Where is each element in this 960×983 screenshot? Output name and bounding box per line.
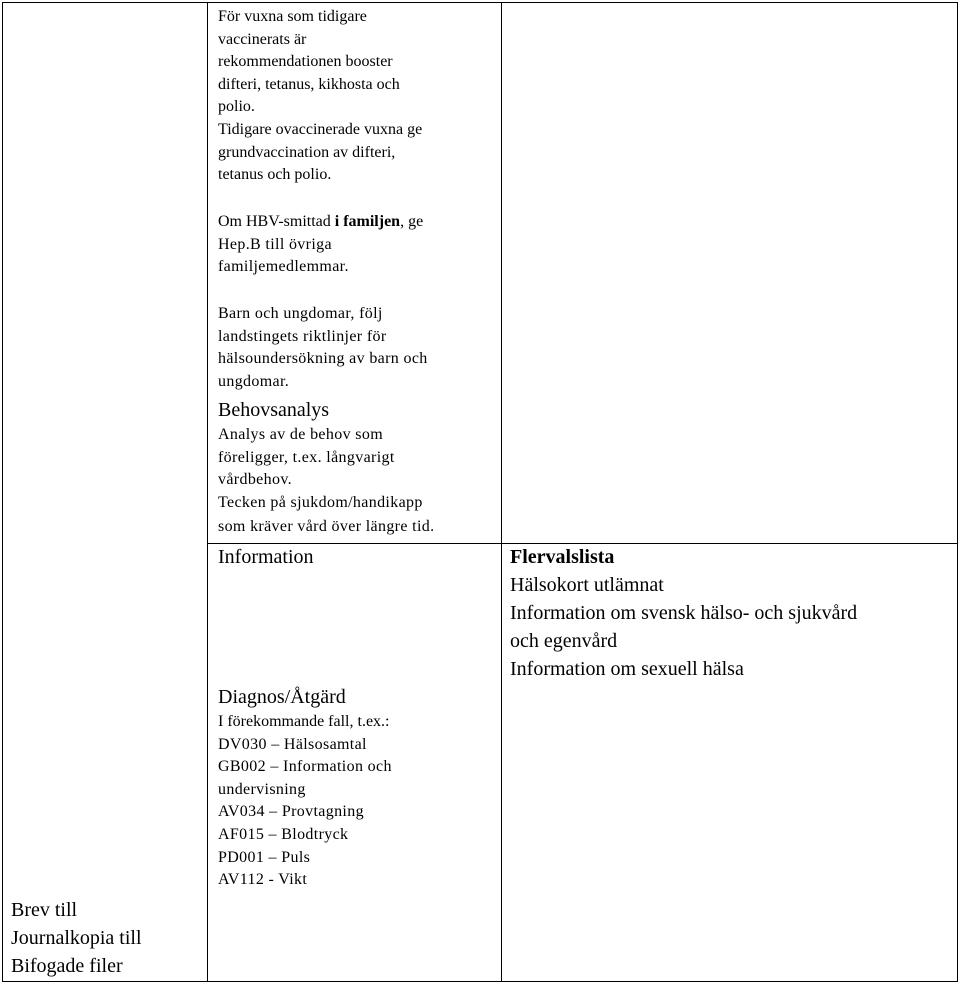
table-border-col2 [501,2,502,982]
hbv-text [218,211,423,279]
behovsanalys-heading: Behovsanalys [218,399,330,421]
text-line: I förekommande fall, t.ex.: [218,713,390,730]
text-line: För vuxna som tidigare [218,8,367,25]
label-bifogade-filer: Bifogade filer [11,955,123,977]
list-item: DV030 – Hälsosamtal [218,735,367,753]
text-line [218,211,423,234]
option-item[interactable]: Information om svensk hälso- och sjukvård [510,602,858,624]
behovsanalys-text [218,424,434,539]
text-line: vaccinerats är [218,30,307,48]
text-line: landstingets riktlinjer för [218,327,387,345]
text-segment-bold: i familjen [334,213,401,230]
text-line: polio. [218,98,255,116]
text-line: vårdbehov. [218,471,292,489]
table-border-left [2,2,3,982]
label-journalkopia-till: Journalkopia till [11,927,142,949]
text-line: Tecken på sjukdom/handikapp [218,493,423,511]
list-item: AV034 – Provtagning [218,803,364,821]
list-item: AV112 - Vikt [218,871,308,889]
label-brev-till: Brev till [11,899,78,921]
text-line: tetanus och polio. [218,166,332,184]
vaccination-text [218,6,422,187]
youth-text [218,303,428,393]
text-line: hälsoundersökning av barn och [218,350,428,368]
text-line: ungdomar. [218,372,290,390]
option-item[interactable]: Hälsokort utlämnat [510,574,664,596]
list-item: AF015 – Blodtryck [218,825,349,843]
text-line: som kräver vård över längre tid. [218,518,435,536]
table-border-right [957,2,958,982]
list-item: undervisning [218,780,306,798]
text-line: rekommendationen booster [218,53,393,71]
text-line: difteri, tetanus, kikhosta och [218,75,400,93]
information-heading: Information [218,546,314,568]
text-line: familjemedlemmar. [218,258,349,276]
text-line: föreligger, t.ex. långvarigt [218,448,395,466]
text-line: Hep.B till övriga [218,235,332,253]
flervalslista-heading: Flervalslista [510,546,615,568]
list-item: GB002 – Information och [218,758,392,776]
text-line: Barn och ungdomar, följ [218,305,383,322]
text-line: Analys av de behov som [218,426,384,443]
text-segment: Om HBV-smittad [218,213,335,230]
list-item: PD001 – Puls [218,848,311,866]
option-item[interactable]: Information om sexuell hälsa [510,658,744,680]
table-border-bottom [2,981,958,982]
diagnos-heading: Diagnos/Åtgärd [218,686,346,708]
diagnos-list [218,711,392,892]
left-labels [11,896,142,980]
flervalslista-options [510,571,857,683]
table-border-top [2,2,958,3]
text-segment: , ge [400,213,424,230]
table-border-col1 [207,2,208,982]
text-line: grundvaccination av difteri, [218,143,396,161]
text-line: Tidigare ovaccinerade vuxna ge [218,120,423,138]
option-item[interactable]: och egenvård [510,630,618,652]
